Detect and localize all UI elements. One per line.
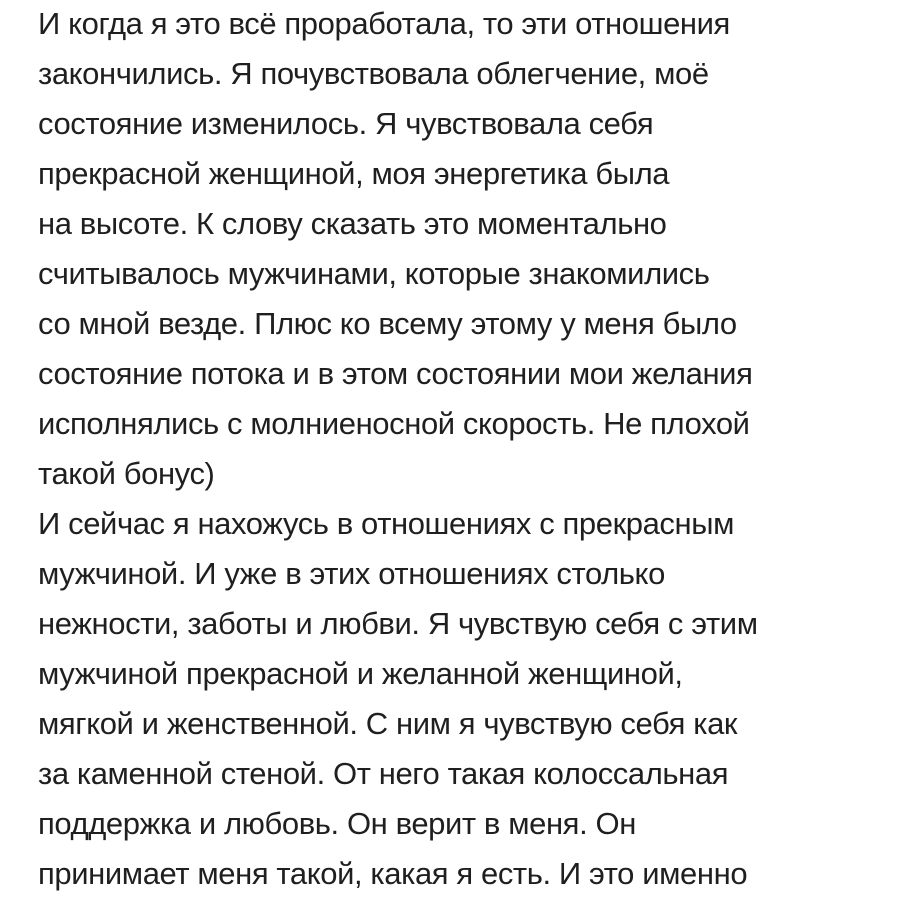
text-line: поддержка и любовь. Он верит в меня. Он: [38, 806, 636, 841]
text-line: состояние потока и в этом состоянии мои желания: [38, 356, 753, 391]
text-line: И когда я это всё проработала, то эти отношения: [38, 6, 730, 41]
text-line: мягкой и женственной. С ним я чувствую себя как: [38, 706, 738, 741]
text-line: И сейчас я нахожусь в отношениях с прекрасным: [38, 506, 735, 541]
text-line: мужчиной прекрасной и желанной женщиной,: [38, 656, 683, 691]
text-line: мужчиной. И уже в этих отношениях столько: [38, 556, 665, 591]
text-line: прекрасной женщиной, моя энергетика была: [38, 156, 670, 191]
text-line: за каменной стеной. От него такая колоссальная: [38, 756, 729, 791]
text-line: считывалось мужчинами, которые знакомились: [38, 256, 710, 291]
text-line: нежности, заботы и любви. Я чувствую себя с этим: [38, 606, 758, 641]
text-line: со мной везде. Плюс ко всему этому у меня было: [38, 306, 737, 341]
text-line: на высоте. К слову сказать это моментально: [38, 206, 667, 241]
text-line: исполнялись с молниеносной скорость. Не плохой: [38, 406, 750, 441]
text-line: принимает меня такой, какая я есть. И это именно: [38, 856, 748, 891]
text-line: закончились. Я почувствовала облегчение, моё: [38, 56, 709, 91]
text-line: такой бонус): [38, 456, 215, 491]
text-line: состояние изменилось. Я чувствовала себя: [38, 106, 654, 141]
